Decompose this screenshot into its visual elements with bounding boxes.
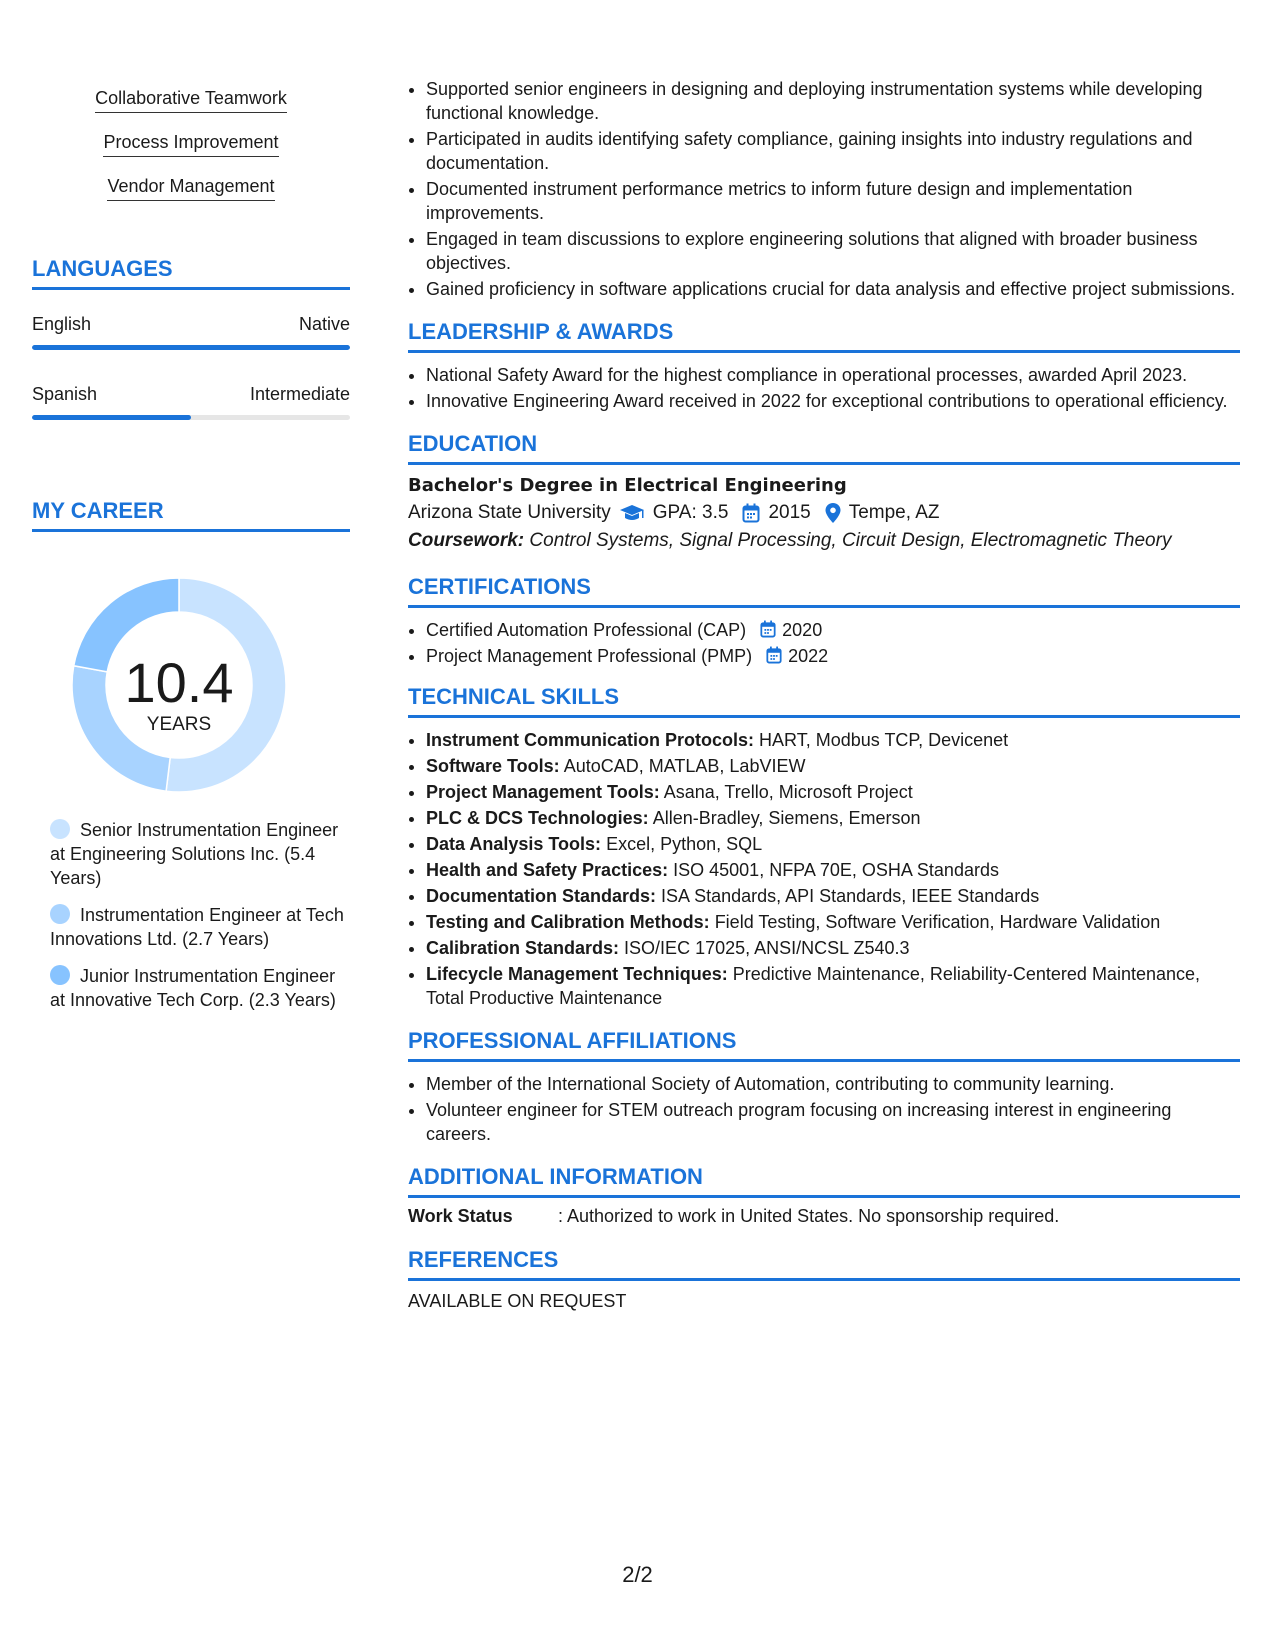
skill-label: Calibration Standards: <box>426 938 620 958</box>
right-column <box>408 0 1240 1312</box>
list-item: • Volunteer engineer for STEM outreach program focusing on increasing interest in engineering careers. <box>426 1098 1240 1146</box>
coursework-label: Coursework: <box>408 530 525 551</box>
skills-list <box>408 728 1240 1010</box>
languages-section <box>32 256 350 420</box>
skill-item <box>426 728 1240 752</box>
additional-section <box>408 1164 1240 1227</box>
legend-item <box>50 818 350 890</box>
work-status-label: Work Status <box>408 1206 513 1226</box>
legend-label: Senior Instrumentation Engineer at Engineering Solutions Inc. (5.4 Years) <box>50 820 339 888</box>
education-title: EDUCATION <box>408 431 1240 465</box>
skill-item <box>426 962 1240 1010</box>
skill-label: Data Analysis Tools: <box>426 834 602 854</box>
skill-value: Field Testing, Software Verification, Hardware Validation <box>714 912 1161 932</box>
language-level: Native <box>298 314 350 334</box>
education-details <box>408 502 1240 524</box>
career-total: 10.4 <box>124 651 234 714</box>
career-title: MY CAREER <box>32 498 350 532</box>
skill-value: AutoCAD, MATLAB, LabVIEW <box>563 756 806 776</box>
list-item: • Supported senior engineers in designing and deploying instrumentation systems while developing functional knowledge. <box>426 77 1240 125</box>
skill-value: HART, Modbus TCP, Devicenet <box>759 730 1009 750</box>
affiliations-list <box>408 1072 1240 1146</box>
career-donut <box>32 572 350 812</box>
affiliations-section <box>408 1028 1240 1146</box>
education-school: Arizona State University <box>408 502 611 523</box>
skills-section <box>408 684 1240 1010</box>
career-unit: YEARS <box>146 714 212 735</box>
education-section <box>408 431 1240 552</box>
certifications-list <box>408 618 1240 668</box>
language-row <box>32 314 350 335</box>
list-item: • Engaged in team discussions to explore engineering solutions that aligned with broader business objectives. <box>426 227 1240 275</box>
additional-title: ADDITIONAL INFORMATION <box>408 1164 1240 1198</box>
skill-label: Project Management Tools: <box>426 782 660 802</box>
references-title: REFERENCES <box>408 1247 1240 1281</box>
awards-section <box>408 319 1240 413</box>
skill-value: ISO 45001, NFPA 70E, OSHA Standards <box>673 860 999 880</box>
skill-value: Allen-Bradley, Siemens, Emerson <box>652 808 921 828</box>
language-bar <box>32 345 350 350</box>
education-coursework <box>408 530 1240 552</box>
list-item: • Innovative Engineering Award received in 2022 for exceptional contributions to operational efficiency. <box>426 389 1240 413</box>
languages-title: LANGUAGES <box>32 256 350 290</box>
legend-item <box>50 903 350 951</box>
legend-dot <box>50 904 70 924</box>
education-year: 2015 <box>768 502 811 523</box>
legend-item <box>50 964 350 1012</box>
skill-item <box>426 884 1240 908</box>
list-item: • National Safety Award for the highest compliance in operational processes, awarded April 2023. <box>426 363 1240 387</box>
career-legend <box>32 818 350 1012</box>
skill-value: ISO/IEC 17025, ANSI/NCSL Z540.3 <box>624 938 910 958</box>
education-gpa: GPA: 3.5 <box>652 502 729 523</box>
experience-bullets <box>408 77 1240 301</box>
language-name: English <box>32 314 92 334</box>
awards-list <box>408 363 1240 413</box>
strength-item: Process Improvement <box>103 126 278 157</box>
legend-dot <box>50 965 70 985</box>
strengths-list <box>32 0 350 214</box>
graduation-cap-icon <box>619 504 645 522</box>
skill-item <box>426 780 1240 804</box>
list-item: • Participated in audits identifying safety compliance, gaining insights into industry regulations and documentation. <box>426 127 1240 175</box>
skill-label: PLC & DCS Technologies: <box>426 808 649 828</box>
location-pin-icon <box>825 503 841 523</box>
coursework-text: Control Systems, Signal Processing, Circuit Design, Electromagnetic Theory <box>529 530 1172 551</box>
work-status-row <box>408 1206 1240 1227</box>
cert-name: • Project Management Professional (PMP) <box>426 646 753 666</box>
calendar-icon <box>742 503 760 523</box>
language-name: Spanish <box>32 384 98 404</box>
legend-label: Instrumentation Engineer at Tech Innovations Ltd. (2.7 Years) <box>50 905 344 949</box>
skills-title: TECHNICAL SKILLS <box>408 684 1240 718</box>
list-item: • Member of the International Society of Automation, contributing to community learning. <box>426 1072 1240 1096</box>
work-status-value: : Authorized to work in United States. No sponsorship required. <box>558 1206 1060 1226</box>
legend-dot <box>50 819 70 839</box>
references-text: AVAILABLE ON REQUEST <box>408 1291 627 1311</box>
skill-item <box>426 806 1240 830</box>
left-column <box>32 0 350 1025</box>
awards-title: LEADERSHIP & AWARDS <box>408 319 1240 353</box>
cert-name: • Certified Automation Professional (CAP) <box>426 620 747 640</box>
skill-value: ISA Standards, API Standards, IEEE Standards <box>661 886 1040 906</box>
skill-value: Excel, Python, SQL <box>606 834 763 854</box>
cert-year: 2020 <box>782 620 823 640</box>
skill-item <box>426 910 1240 934</box>
references-section <box>408 1247 1240 1312</box>
skill-item <box>426 754 1240 778</box>
skill-label: Testing and Calibration Methods: <box>426 912 710 932</box>
affiliations-title: PROFESSIONAL AFFILIATIONS <box>408 1028 1240 1062</box>
language-bar-fill <box>32 345 350 350</box>
calendar-icon <box>766 644 782 668</box>
education-degree: Bachelor's Degree in Electrical Engineering <box>408 475 847 496</box>
list-item: • Documented instrument performance metrics to inform future design and implementation improvements. <box>426 177 1240 225</box>
certifications-section <box>408 574 1240 668</box>
language-row <box>32 384 350 405</box>
career-section <box>32 498 350 1012</box>
list-item <box>426 644 1240 668</box>
skill-value: Asana, Trello, Microsoft Project <box>663 782 913 802</box>
language-bar <box>32 415 350 420</box>
skill-label: Documentation Standards: <box>426 886 657 906</box>
skill-item <box>426 936 1240 960</box>
list-item <box>426 618 1240 642</box>
skill-label: Lifecycle Management Techniques: <box>426 964 728 984</box>
skill-item <box>426 832 1240 856</box>
strength-item: Collaborative Teamwork <box>95 82 287 113</box>
cert-year: 2022 <box>788 646 829 666</box>
skill-label: Health and Safety Practices: <box>426 860 669 880</box>
skill-item <box>426 858 1240 882</box>
skill-label: Instrument Communication Protocols: <box>426 730 755 750</box>
skill-value: Predictive Maintenance, Reliability-Centered Maintenance, Total Productive Maintenance <box>426 964 1201 1008</box>
strength-item: Vendor Management <box>107 170 274 201</box>
skill-label: Software Tools: <box>426 756 560 776</box>
page-number: 2/2 <box>622 1562 653 1587</box>
list-item: • Gained proficiency in software applications crucial for data analysis and effective project submissions. <box>426 277 1240 301</box>
language-bar-fill <box>32 415 191 420</box>
legend-label: Junior Instrumentation Engineer at Innovative Tech Corp. (2.3 Years) <box>50 966 336 1010</box>
language-level: Intermediate <box>249 384 350 404</box>
education-location: Tempe, AZ <box>848 502 940 523</box>
certifications-title: CERTIFICATIONS <box>408 574 1240 608</box>
calendar-icon <box>760 618 776 642</box>
